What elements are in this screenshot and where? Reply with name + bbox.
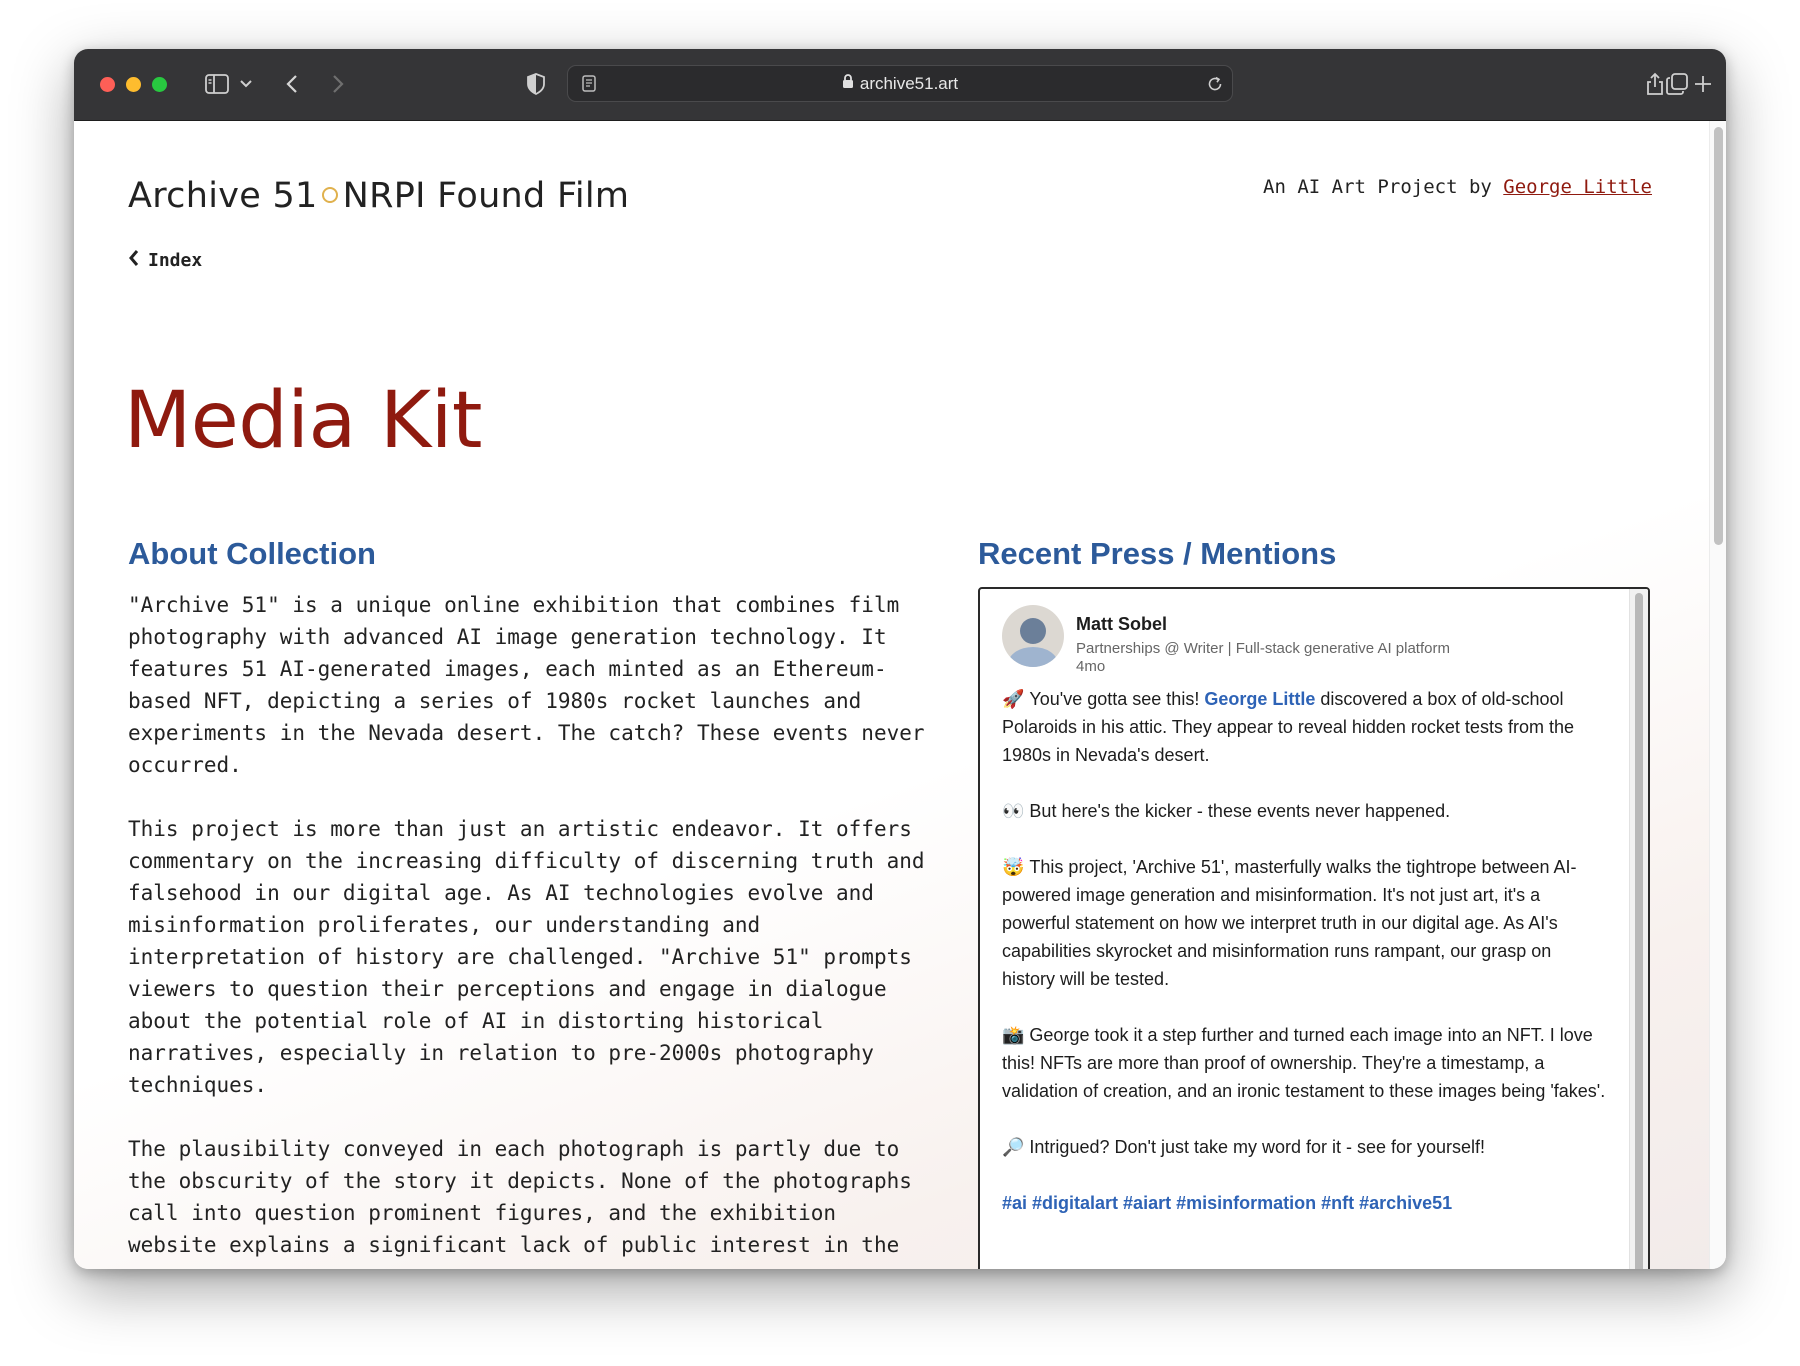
back-to-index-link[interactable] — [128, 249, 202, 272]
press-heading: Recent Press / Mentions — [978, 536, 1337, 571]
post-text: You've gotta see this! — [1029, 689, 1200, 709]
url-display — [568, 66, 1232, 101]
eyes-icon: 👀 — [1002, 801, 1025, 821]
back-arrow-icon[interactable] — [280, 67, 304, 101]
post-text: But here's the kicker - these events never happened. — [1029, 801, 1451, 821]
page-content — [74, 121, 1726, 1269]
lock-icon — [842, 66, 854, 101]
sidebar-toggle-icon[interactable] — [202, 67, 232, 101]
magnifier-icon: 🔎 — [1002, 1137, 1025, 1157]
page-scrollbar-thumb[interactable] — [1714, 127, 1723, 545]
site-title-main: Archive 51 — [128, 176, 318, 216]
browser-window — [74, 49, 1726, 1269]
camera-icon: 📸 — [1002, 1025, 1025, 1045]
back-link-label: Index — [148, 250, 203, 271]
post-text: This project, 'Archive 51', masterfully walks the tightrope between AI-powered image generation and misinformation. It's not just art, it's a powerful statement on how we interpret truth in our digital age. As AI's capabilities skyrocket and misinformation runs rampant, our grasp on history will be tested. — [1002, 857, 1577, 989]
new-tab-icon[interactable] — [1690, 67, 1716, 101]
chevron-left-icon — [128, 249, 140, 272]
reload-icon[interactable] — [1204, 66, 1226, 101]
post-paragraph — [1002, 685, 1608, 769]
about-heading: About Collection — [128, 536, 376, 571]
author-link[interactable]: George Little — [1503, 176, 1652, 198]
mind-blown-icon: 🤯 — [1002, 857, 1025, 877]
press-embed[interactable] — [978, 587, 1650, 1269]
embed-scrollbar[interactable] — [1629, 589, 1648, 1269]
post-paragraph — [1002, 853, 1608, 993]
post-text: Intrigued? Don't just take my word for it - see for yourself! — [1029, 1137, 1486, 1157]
zoom-window-button[interactable] — [152, 77, 167, 92]
byline — [1263, 176, 1652, 198]
page-title: Media Kit — [124, 376, 482, 466]
forward-arrow-icon[interactable] — [326, 67, 350, 101]
byline-prefix: An AI Art Project by — [1263, 176, 1492, 198]
hashtags[interactable]: #ai #digitalart #aiart #misinformation #nft #archive51 — [1002, 1193, 1453, 1213]
post-time: 4mo — [1076, 658, 1106, 675]
post-paragraph — [1002, 1021, 1608, 1105]
address-bar[interactable] — [567, 65, 1233, 102]
mention-link[interactable]: George Little — [1204, 689, 1316, 709]
author-headline: Partnerships @ Writer | Full-stack generative AI platform — [1076, 640, 1450, 657]
site-title[interactable] — [128, 176, 629, 216]
press-post — [980, 589, 1630, 1269]
tab-overview-icon[interactable] — [1664, 67, 1690, 101]
browser-toolbar — [74, 49, 1726, 121]
post-paragraph — [1002, 1133, 1608, 1161]
post-body — [1002, 685, 1608, 1217]
post-text: George took it a step further and turned each image into an NFT. I love this! NFTs are more than proof of ownership. They're a timestamp, a validation of creation, and an ironic testament to these images being 'fakes'. — [1002, 1025, 1606, 1101]
post-text: discovered a box of old-school Polaroids in his attic. They appear to reveal hidden rocket tests from the 1980s in Nevada's desert. — [1002, 689, 1574, 765]
about-paragraph: "Archive 51" is a unique online exhibition that combines film photography with advanced AI image generation technology. It features 51 AI-generated images, each minted as an Ethereum-based NFT, depicting a series of 1980s rocket launches and experiments in the Nevada desert. The catch? These events never occurred. — [128, 593, 925, 777]
author-name[interactable]: Matt Sobel — [1076, 614, 1168, 634]
post-paragraph — [1002, 797, 1608, 825]
about-paragraph: This project is more than just an artistic endeavor. It offers commentary on the increasing difficulty of discerning truth and falsehood in our digital age. As AI technologies evolve and misinformation proliferates, our understanding and interpretation of history are challenged. "Archive 51" prompts viewers to question their perceptions and engage in dialogue about the potential role of AI in distorting historical narratives, especially in relation to pre-2000s photography techniques. — [128, 817, 925, 1097]
about-text — [128, 589, 928, 1269]
url-text: archive51.art — [859, 74, 959, 93]
page-scrollbar[interactable] — [1709, 121, 1726, 1269]
site-title-sub: NRPI Found Film — [342, 176, 630, 216]
rocket-icon: 🚀 — [1002, 689, 1025, 709]
avatar[interactable] — [1002, 605, 1064, 667]
ring-icon — [322, 187, 338, 203]
close-window-button[interactable] — [100, 77, 115, 92]
chevron-down-icon[interactable] — [236, 67, 256, 101]
embed-scrollbar-thumb[interactable] — [1635, 593, 1643, 1269]
minimize-window-button[interactable] — [126, 77, 141, 92]
about-paragraph: The plausibility conveyed in each photograph is partly due to the obscurity of the story it depicts. None of the photographs call into question prominent figures, and the exhibition website explains a significant lack of public interest in the — [128, 1137, 912, 1257]
post-author[interactable] — [1002, 605, 1608, 675]
shield-icon[interactable] — [524, 67, 548, 101]
